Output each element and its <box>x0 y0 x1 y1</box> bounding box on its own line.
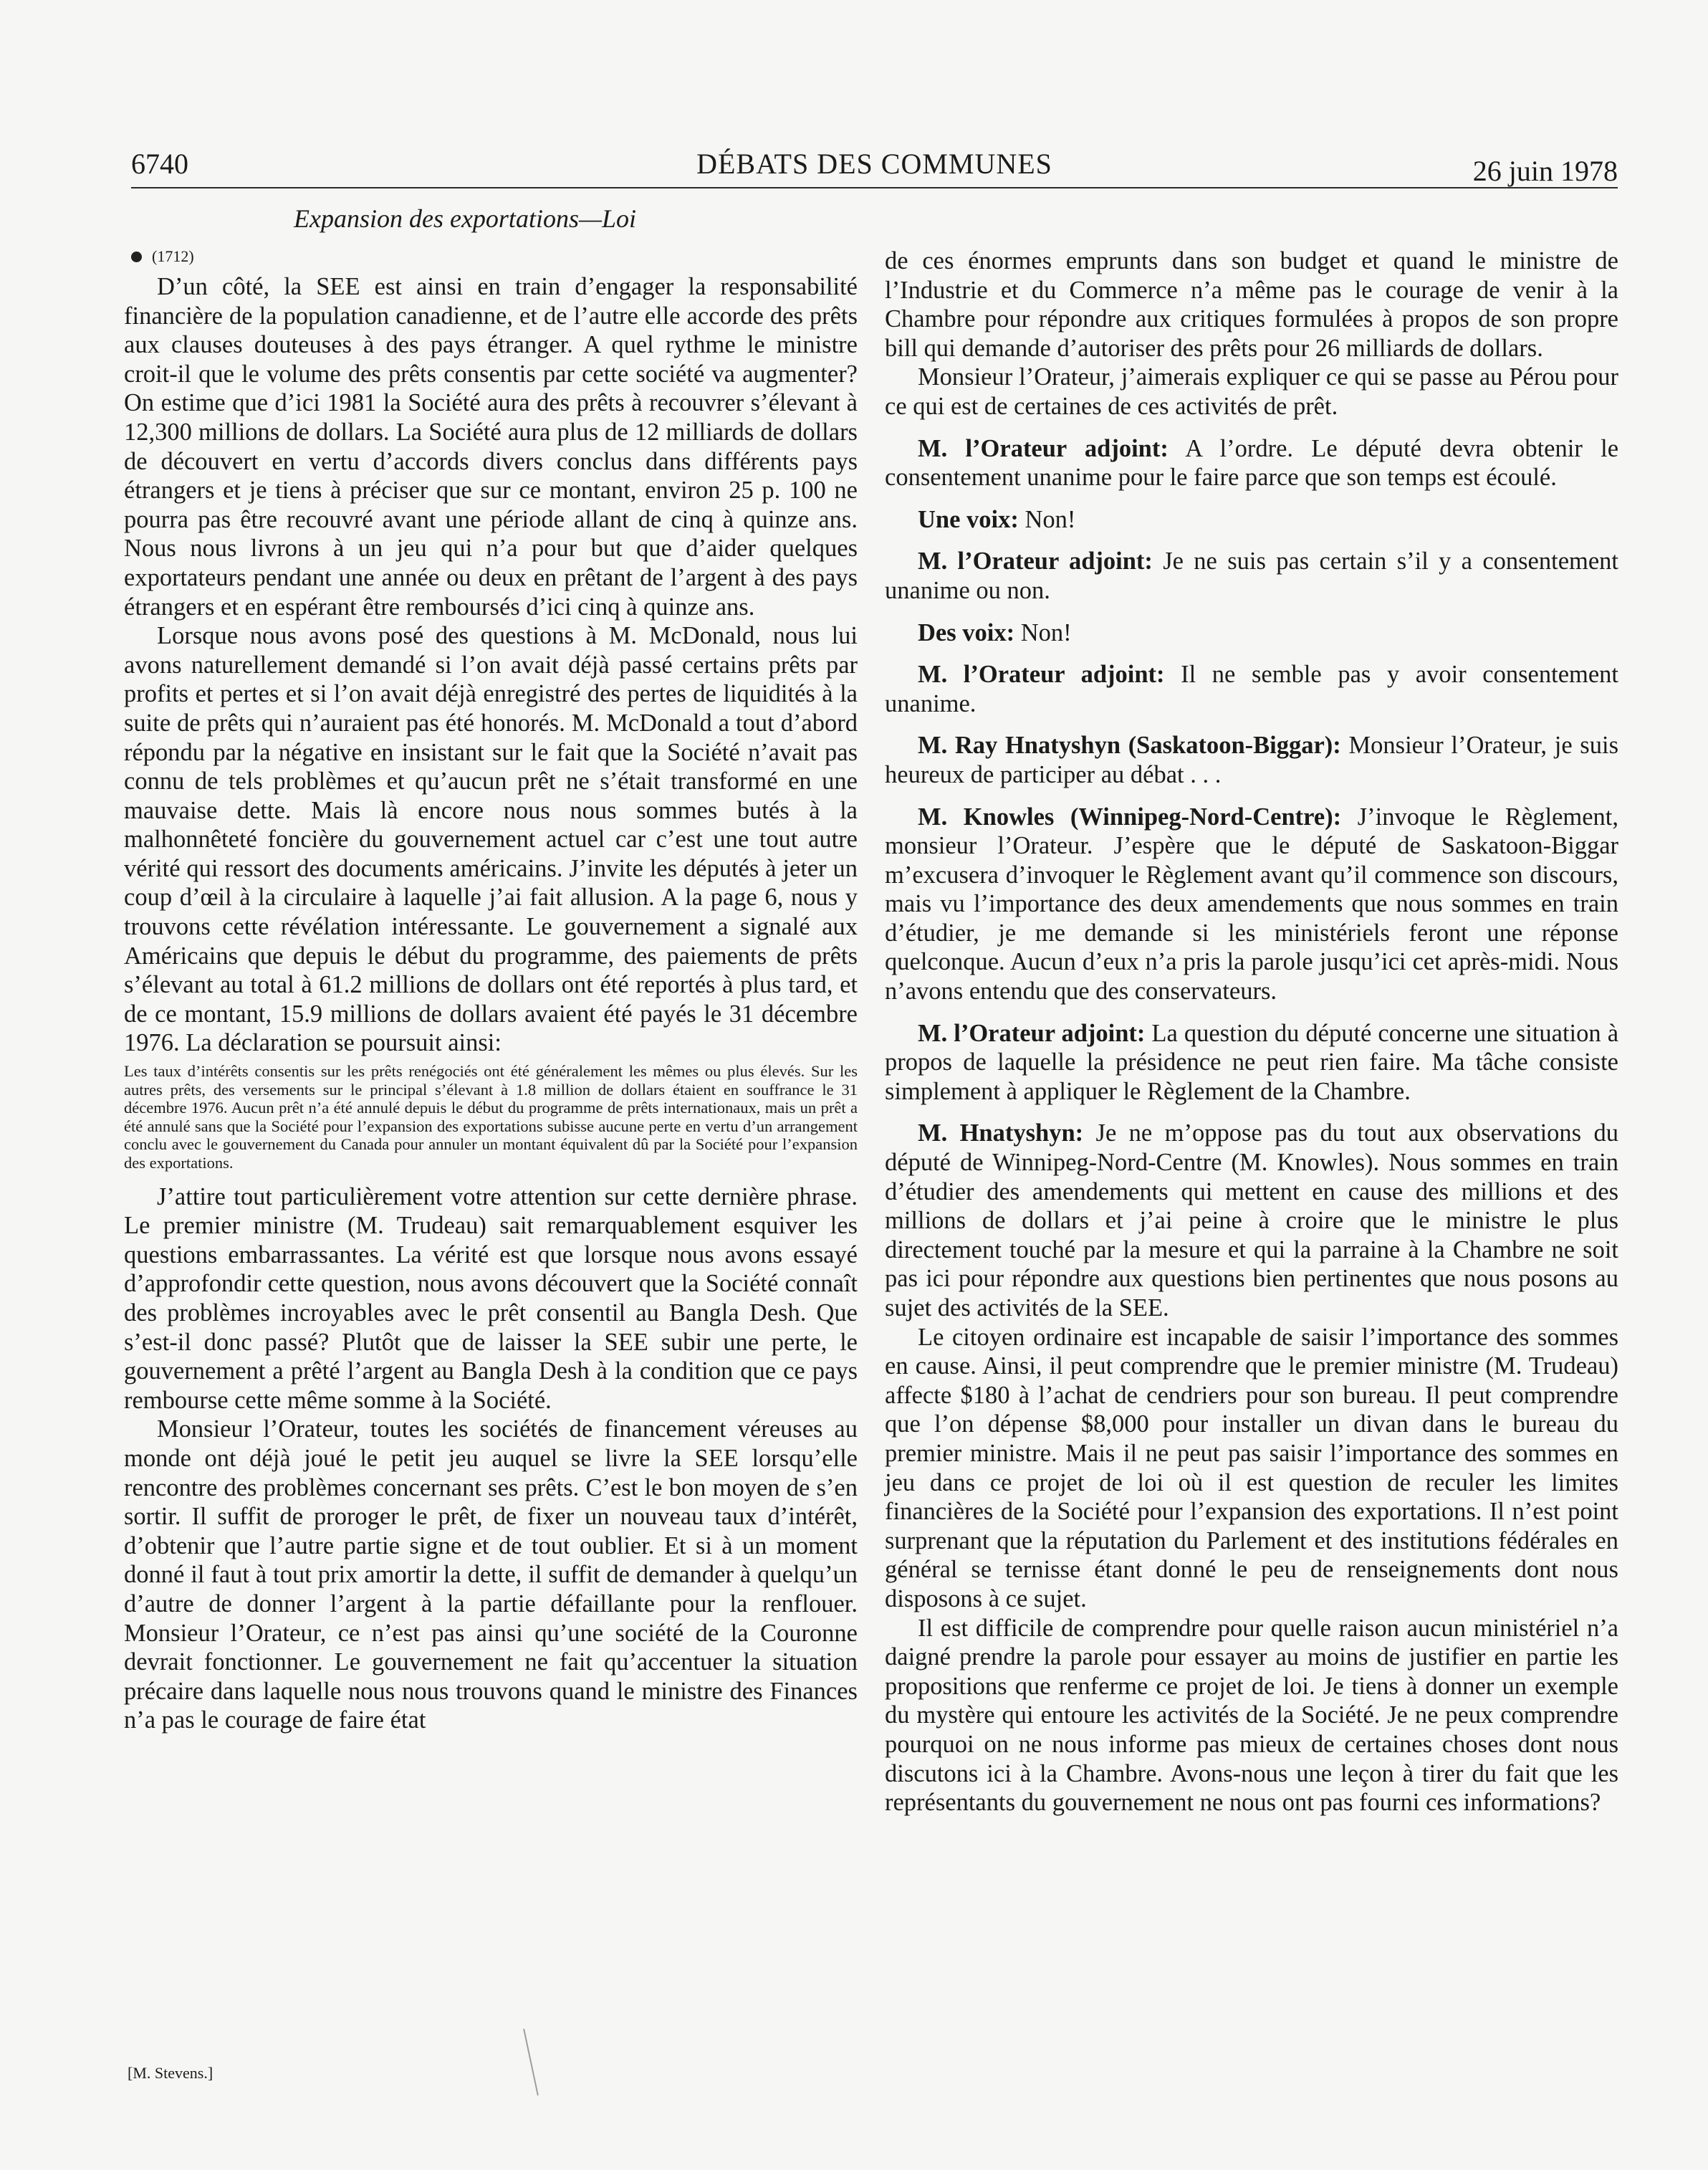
speech-paragraph <box>885 434 1618 492</box>
speech-text: Je ne m’oppose pas du tout aux observations du député de Winnipeg-Nord-Centre (M. Knowles). Nous sommes en train d’étudier des amendements qui mettent en cause des millions et des millions de dollars et j’ai peine à croire que le ministre le plus directement touché par la mesure et qui la parraine à la Chambre ne soit pas ici pour répondre aux questions bien pertinentes que nous posons au sujet des activités de la SEE. <box>885 1119 1618 1321</box>
speech-text: La question du député concerne une situation à propos de laquelle la présidence ne peut rien faire. Ma tâche consiste simplement à appliquer le Règlement de la Chambre. <box>885 1019 1619 1105</box>
speaker-name: M. l’Orateur adjoint: <box>918 434 1169 462</box>
left-column <box>124 242 858 1735</box>
paragraph: de ces énormes emprunts dans son budget et quand le ministre de l’Industrie et du Commerce n’a même pas le courage de venir à la Chambre pour répondre aux critiques formulées à propos de son propre bill qui demande d’autoriser des prêts pour 26 milliards de dollars. <box>885 247 1618 362</box>
speech-paragraph <box>885 547 1618 605</box>
speaker-name: Des voix: <box>918 618 1015 646</box>
paragraph: Le citoyen ordinaire est incapable de saisir l’importance des sommes en cause. Ainsi, il peut comprendre que le premier ministre (M. Trudeau) affecte $180 à l’achat de cendriers pour son bureau. Il peut comprendre que l’on dépense $8,000 pour installer un divan dans le bureau du premier ministre. Mais il ne peut pas saisir l’importance des sommes en jeu dans ce projet de loi où il est question de reculer les limites financières de la Société pour l’expansion des exportations. Il n’est point surprenant que la réputation du Parlement et des institutions fédérales en général se ternisse étant donné le peu de renseignements dont nous disposons à ce sujet. <box>885 1323 1618 1612</box>
speaker-name: M. l’Orateur adjoint: <box>918 1019 1146 1047</box>
speaker-name: M. l’Orateur adjoint: <box>918 661 1165 689</box>
speech-paragraph <box>885 1019 1618 1106</box>
speech-paragraph <box>885 660 1618 718</box>
journal-title: DÉBATS DES COMMUNES <box>696 148 1052 180</box>
paragraph: Lorsque nous avons posé des questions à M. McDonald, nous lui avons naturellement demandé si l’on avait déjà passé certains prêts par profits et pertes et si l’on avait déjà enregistré des pertes de liquidités à la suite de prêts qui n’auraient pas été honorés. M. McDonald a tout d’abord répondu par la négative en insistant sur le fait que la Société n’avait pas connu de tels problèmes et qu’aucun prêt ne s’était transformé en une mauvaise dette. Mais là encore nous nous sommes butés à la malhonnêteté foncière du gouvernement actuel car c’est une tout autre vérité qui ressort des documents américains. J’invite les députés à jeter un coup d’œil à la circulaire à laquelle j’ai fait allusion. A la page 6, nous y trouvons cette révélation intéressante. Le gouvernement a signalé aux Américains que depuis le début du programme, des paiements de prêts s’élevant au total à 61.2 millions de dollars ont été reportés à plus tard, et de ce montant, 15.9 millions de dollars avaient été payés le 31 décembre 1976. La déclaration se poursuit ainsi: <box>124 622 858 1057</box>
speech-text: Monsieur l’Orateur, je suis heureux de participer au débat . . . <box>885 732 1618 788</box>
speaker-name: Une voix: <box>918 505 1019 533</box>
speech-text: Non! <box>1018 505 1076 533</box>
right-column <box>885 247 1618 1817</box>
speech-text: J’invoque le Règlement, monsieur l’Orateur. J’espère que le député de Saskatoon-Biggar m’excusera d’invoquer le Règlement avant qu’il commence son discours, mais vu l’importance des deux amendements que nous sommes en train d’étudier, je me demande si les ministériels feront une réponse quelconque. Aucun d’eux n’a pris la parole jusqu’ici cet après-midi. Nous n’avons entendu que des conservateurs. <box>885 803 1619 1005</box>
speech-paragraph <box>885 1119 1618 1322</box>
speech-text: A l’ordre. Le député devra obtenir le consentement unanime pour le faire parce que son temps est écoulé. <box>885 434 1619 492</box>
paragraph: J’attire tout particulièrement votre attention sur cette dernière phrase. Le premier ministre (M. Trudeau) sait remarquablement esquiver les questions embarrassantes. La vérité est que lorsque nous avons essayé d’approfondir cette question, nous avons découvert que la Société connaît des problèmes incroyables avec le prêt consentil au Bangla Desh. Que s’est-il donc passé? Plutôt que de laisser la SEE subir une perte, le gouvernement a prêté l’argent au Bangla Desh à la condition que ce pays rembourse cette même somme à la Société. <box>124 1182 858 1414</box>
speech-text: Je ne suis pas certain s’il y a consentement unanime ou non. <box>885 548 1619 604</box>
speech-paragraph <box>885 731 1618 789</box>
pen-mark <box>523 2029 539 2095</box>
section-title: Expansion des exportations—Loi <box>294 204 636 233</box>
timestamp-text: (1712) <box>152 247 194 265</box>
paragraph: Il est difficile de comprendre pour quelle raison aucun ministériel n’a daigné prendre la parole pour essayer au moins de justifier en partie les propositions que renferme ce projet de loi. Je tiens à donner un exemple du mystère qui entoure les activités de la Société. Je ne peux comprendre pourquoi on ne nous informe pas mieux de certaines choses dont nous discutons ici à la Chambre. Avons-nous une leçon à tirer du fait que les représentants du gouvernement ne nous ont pas fourni ces informations? <box>885 1614 1618 1817</box>
timestamp <box>124 242 858 271</box>
speaker-attribution: [M. Stevens.] <box>128 2064 214 2082</box>
paragraph: Monsieur l’Orateur, toutes les sociétés de financement véreuses au monde ont déjà joué le petit jeu auquel se livre la SEE lorsqu’elle rencontre des problèmes concernant ses prêts. C’est le bon moyen de s’en sortir. Il suffit de proroger le prêt, de fixer un nouveau taux d’intérêt, d’obtenir que l’autre partie signe et de tout oublier. Et si à un moment donné il faut à tout prix amortir la dette, il suffit de demander à quelqu’un d’autre de donner l’argent à la partie défaillante pour la renflouer. Monsieur l’Orateur, ce n’est pas ainsi qu’une société de la Couronne devrait fonctionner. Le gouvernement ne fait qu’accentuer la situation précaire dans laquelle nous nous trouvons quand le ministre des Finances n’a pas le courage de faire état <box>124 1415 858 1734</box>
speaker-name: M. Hnatyshyn: <box>918 1119 1084 1147</box>
bullet-icon <box>131 252 142 262</box>
speech-paragraph <box>885 505 1618 535</box>
block-quote: Les taux d’intérêts consentis sur les prêts renégociés ont été généralement les mêmes ou plus élevés. Sur les autres prêts, des versements sur le principal s’élevant à 1.8 million de dollars étaient en souffrance le 31 décembre 1976. Aucun prêt n’a été annulé depuis le début du programme de prêts internationaux, mais un prêt a été annulé sans que la Société pour l’expansion des exportations subisse aucune perte en vertu d’un arrangement conclu avec le gouvernement du Canada pour annuler un montant équivalent dû par la Société pour l’expansion des exportations. <box>124 1062 858 1172</box>
page-number: 6740 <box>131 148 188 180</box>
page-header <box>131 147 1618 188</box>
page-date: 26 juin 1978 <box>1472 155 1618 187</box>
speech-paragraph <box>885 618 1618 648</box>
paragraph: Monsieur l’Orateur, j’aimerais expliquer ce qui se passe au Pérou pour ce qui est de certaines de ces activités de prêt. <box>885 363 1618 420</box>
speech-text: Il ne semble pas y avoir consentement unanime. <box>885 661 1618 717</box>
speech-text: Non! <box>1014 618 1072 646</box>
paragraph: D’un côté, la SEE est ainsi en train d’engager la responsabilité financière de la population canadienne, et de l’autre elle accorde des prêts aux clauses douteuses à des pays étranger. A quel rythme le ministre croit-il que le volume des prêts consentis par cette société va augmenter? On estime que d’ici 1981 la Société aura des prêts à recouvrer s’élevant à 12,300 millions de dollars. La Société aura plus de 12 milliards de dollars de découvert en vertu d’accords divers conclus dans différents pays étrangers et je tiens à préciser que sur ce montant, environ 25 p. 100 ne pourra pas être recouvré avant une période allant de cinq à quinze ans. Nous nous livrons à un jeu qui n’a pour but que d’aider quelques exportateurs pendant une année ou deux en prêtant de l’argent à des pays étrangers et en espérant être remboursés d’ici cinq à quinze ans. <box>124 273 858 621</box>
speaker-name: M. l’Orateur adjoint: <box>918 548 1153 575</box>
speaker-name: M. Ray Hnatyshyn (Saskatoon-Biggar): <box>918 732 1341 760</box>
speaker-name: M. Knowles (Winnipeg-Nord-Centre): <box>918 803 1342 831</box>
speech-paragraph <box>885 803 1618 1006</box>
